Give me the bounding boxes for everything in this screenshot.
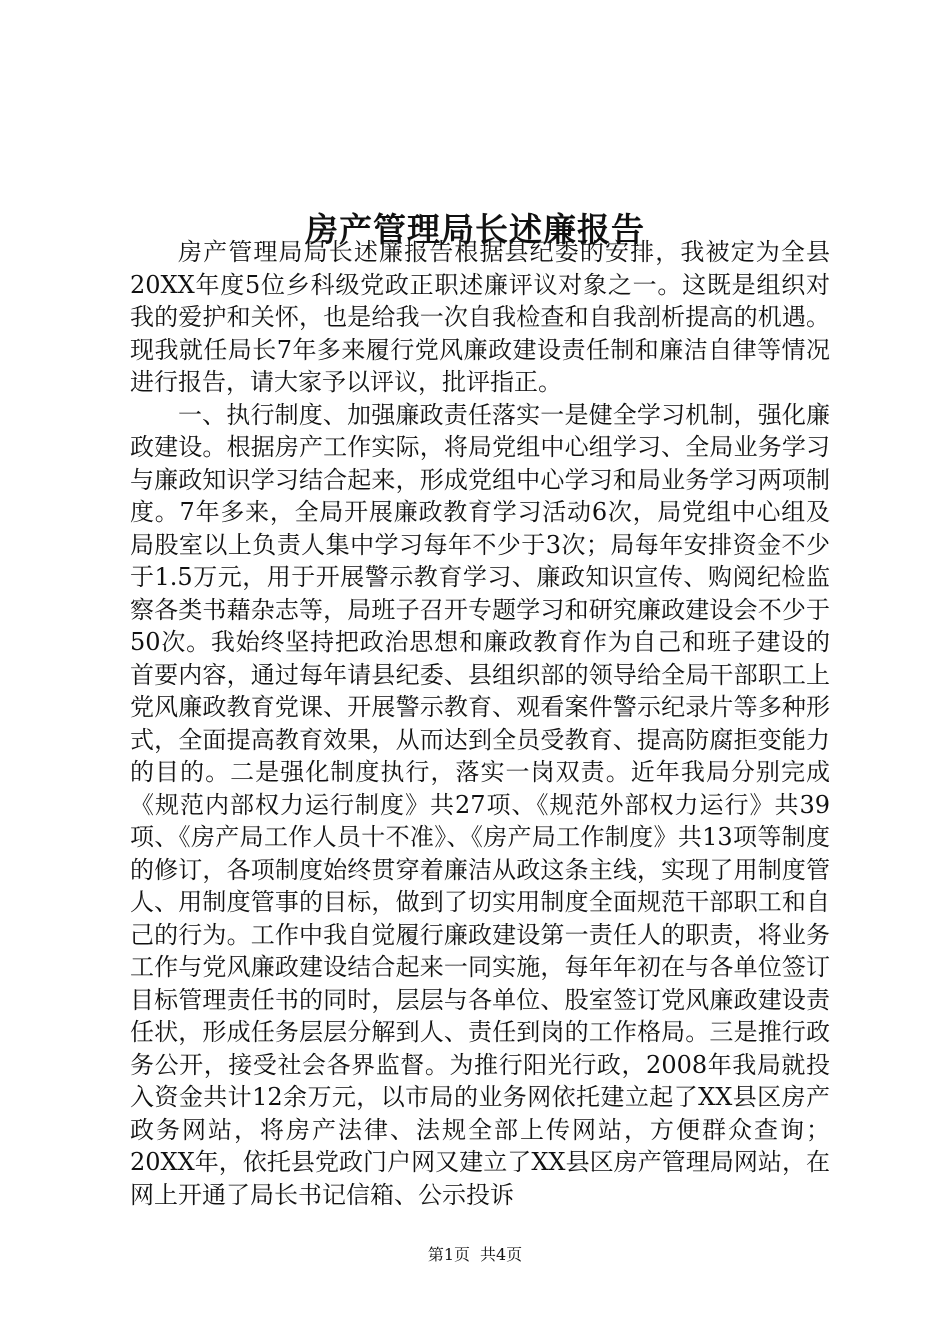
document-body <box>130 236 830 1211</box>
page-number: 第1页 <box>427 1245 470 1264</box>
page-total: 共4页 <box>480 1245 523 1264</box>
body-paragraph: 房产管理局局长述廉报告根据县纪委的安排，我被定为全县20XX年度5位乡科级党政正职述廉评议对象之一。这既是组织对我的爱护和关怀，也是给我一次自我检查和自我剖析提高的机遇。现我就任局长7年多来履行党风廉政建设责任制和廉洁自律等情况进行报告，请大家予以评议，批评指正。 <box>130 238 830 396</box>
document-title: 房产管理局长述廉报告 <box>305 210 645 250</box>
page-footer <box>0 1245 950 1265</box>
body-paragraph: 一、执行制度、加强廉政责任落实一是健全学习机制，强化廉政建设。根据房产工作实际，将局党组中心组学习、全局业务学习与廉政知识学习结合起来，形成党组中心学习和局业务学习两项制度。7年多来，全局开展廉政教育学习活动6次，局党组中心组及局股室以上负责人集中学习每年不少于3次；局每年安排资金不少于1.5万元，用于开展警示教育学习、廉政知识宣传、购阅纪检监察各类书藉杂志等，局班子召开专题学习和研究廉政建设会不少于50次。我始终坚持把政治思想和廉政教育作为自己和班子建设的首要内容，通过每年请县纪委、县组织部的领导给全局干部职工上党风廉政教育党课、开展警示教育、观看案件警示纪录片等多种形式，全面提高教育效果，从而达到全员受教育、提高防腐拒变能力的目的。二是强化制度执行，落实一岗双责。近年我局分别完成《规范内部权力运行制度》共27项、《规范外部权力运行》共39项、《房产局工作人员十不准》、《房产局工作制度》共13项等制度的修订，各项制度始终贯穿着廉洁从政这条主线，实现了用制度管人、用制度管事的目标，做到了切实用制度全面规范干部职工和自己的行为。工作中我自觉履行廉政建设第一责任人的职责，将业务工作与党风廉政建设结合起来一同实施，每年年初在与各单位签订目标管理责任书的同时，层层与各单位、股室签订党风廉政建设责任状，形成任务层层分解到人、责任到岗的工作格局。三是推行政务公开，接受社会各界监督。为推行阳光行政，2008年我局就投入资金共计12余万元，以市局的业务网依托建立起了XX县区房产政务网站，将房产法律、法规全部上传网站，方便群众查询；20XX年，依托县党政门户网又建立了XX县区房产管理局网站，在网上开通了局长书记信箱、公示投诉 <box>130 400 830 1209</box>
